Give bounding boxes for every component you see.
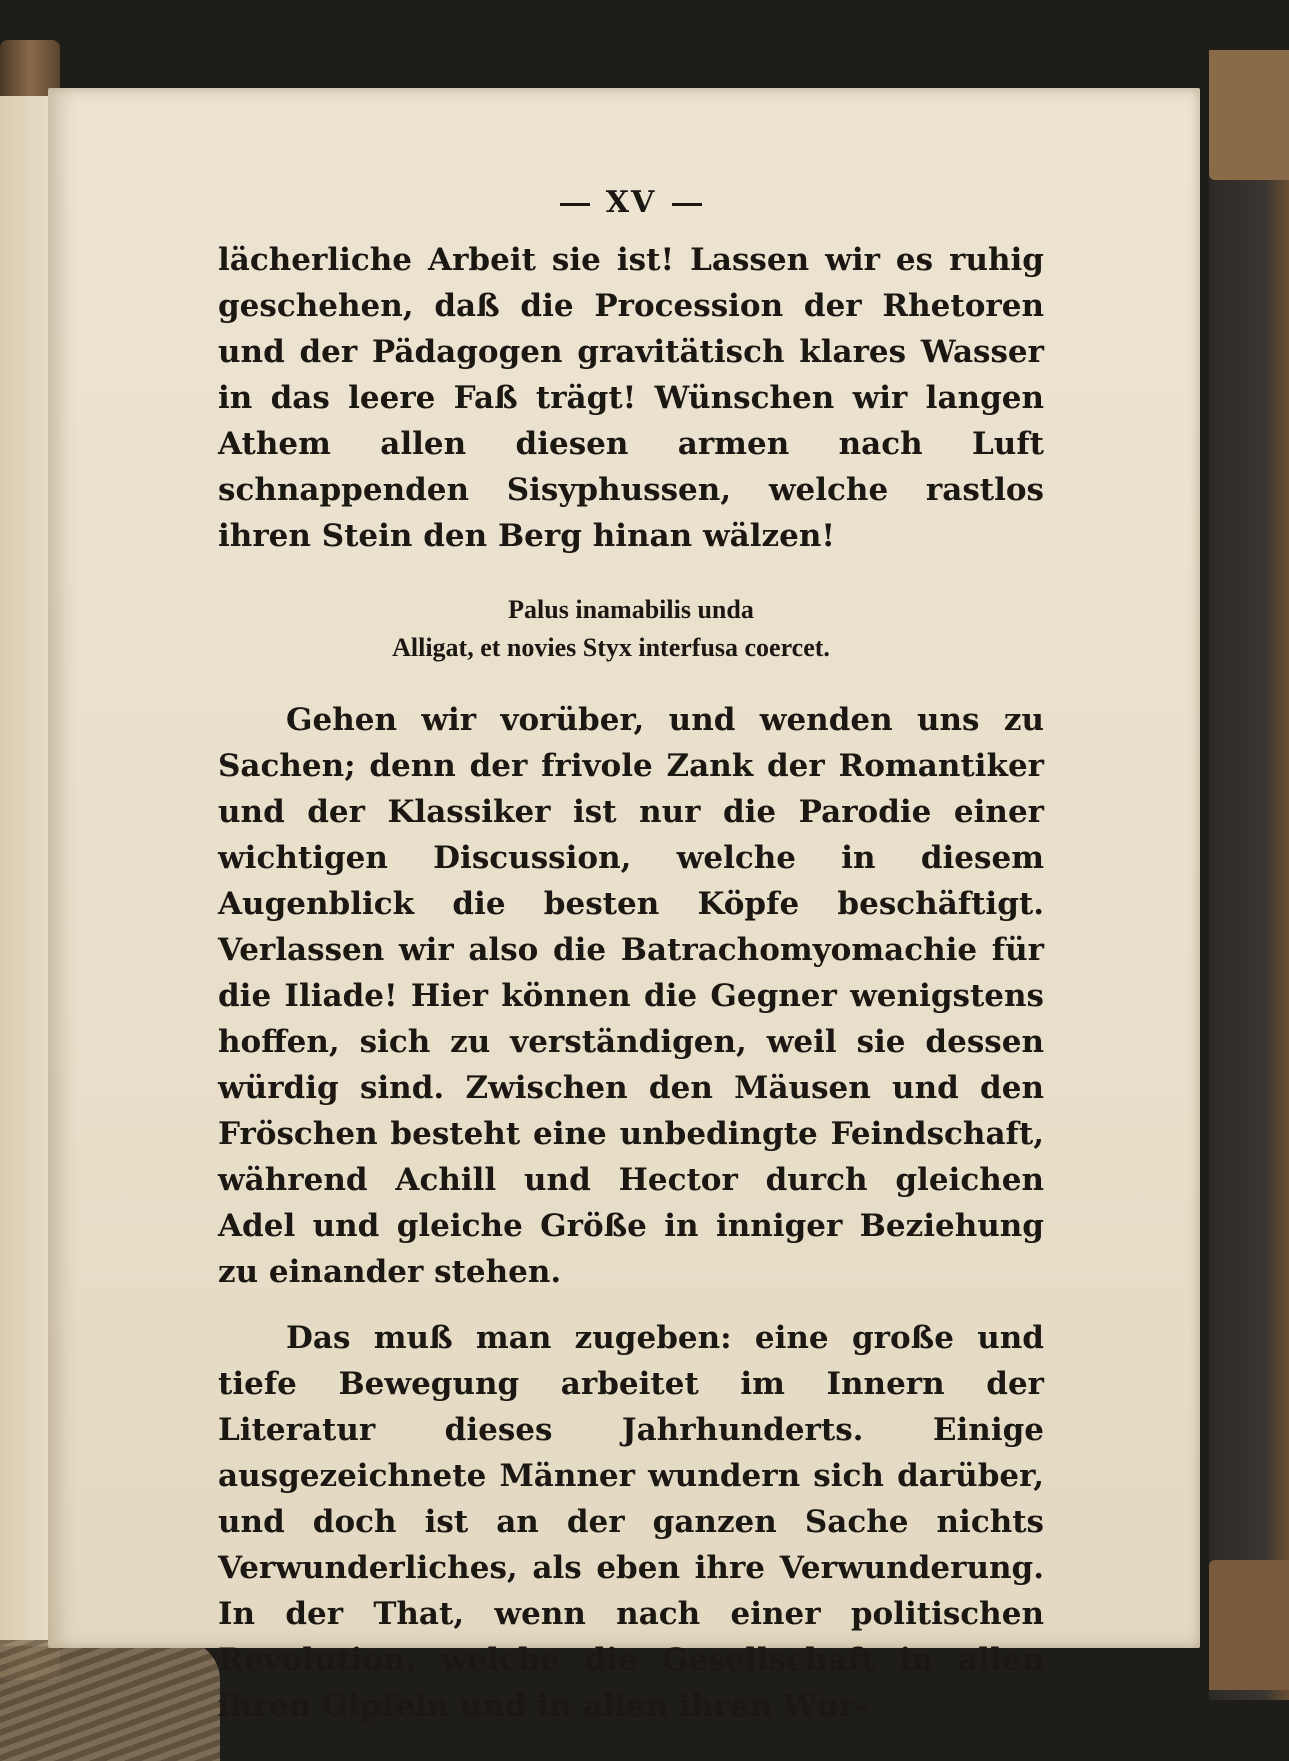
bookmark-cord <box>0 1640 220 1761</box>
dash-left <box>560 203 590 206</box>
page-content <box>218 185 1044 1729</box>
right-binding <box>1209 50 1289 1700</box>
latin-quote <box>218 591 1044 667</box>
cover-corner-bottom <box>1209 1560 1289 1690</box>
page-number <box>218 185 1044 221</box>
paragraph-gap <box>218 1295 1044 1315</box>
paragraph-2: Gehen wir vorüber, und wenden uns zu Sachen; denn der frivole Zank der Romantiker und der Klassiker ist nur die Parodie einer wichtigen Discussion, welche in diesem Augenblick die besten Köpfe beschäftigt. Verlassen wir also die Batrachomyomachie für die Iliade! Hier können die Gegner wenigstens hoffen, sich zu verständigen, weil sie dessen würdig sind. Zwischen den Mäusen und den Fröschen besteht eine unbedingte Feindschaft, während Achill und Hector durch gleichen Adel und gleiche Größe in inniger Beziehung zu einander stehen. <box>218 702 1044 1290</box>
page-number-text: XV <box>605 185 657 220</box>
left-page-edge <box>0 96 53 1646</box>
paragraph-1: lächerliche Arbeit sie ist! Lassen wir es ruhig geschehen, daß die Procession der Rhetoren und der Pädagogen gravitätisch klares Wasser in das leere Faß trägt! Wünschen wir langen Athem allen diesen armen nach Luft schnappenden Sisyphussen, welche rastlos ihren Stein den Berg hinan wälzen! <box>218 242 1044 554</box>
paragraph-3: Das muß man zugeben: eine große und tiefe Bewegung arbeitet im Innern der Literatur dieses Jahrhunderts. Einige ausgezeichnete Männer wundern sich darüber, und doch ist an der ganzen Sache nichts Verwunderliches, als eben ihre Verwunderung. In der That, wenn nach einer politischen Revolution, welche die Gesellschaft in allen ihren Gipfeln und in allen ihren Wur- <box>218 1320 1044 1724</box>
dash-right <box>672 203 702 206</box>
quote-line-1: Palus inamabilis unda <box>508 595 754 624</box>
quote-line-2: Alligat, et novies Styx interfusa coercet. <box>392 633 830 662</box>
cover-corner-top <box>1209 50 1289 180</box>
